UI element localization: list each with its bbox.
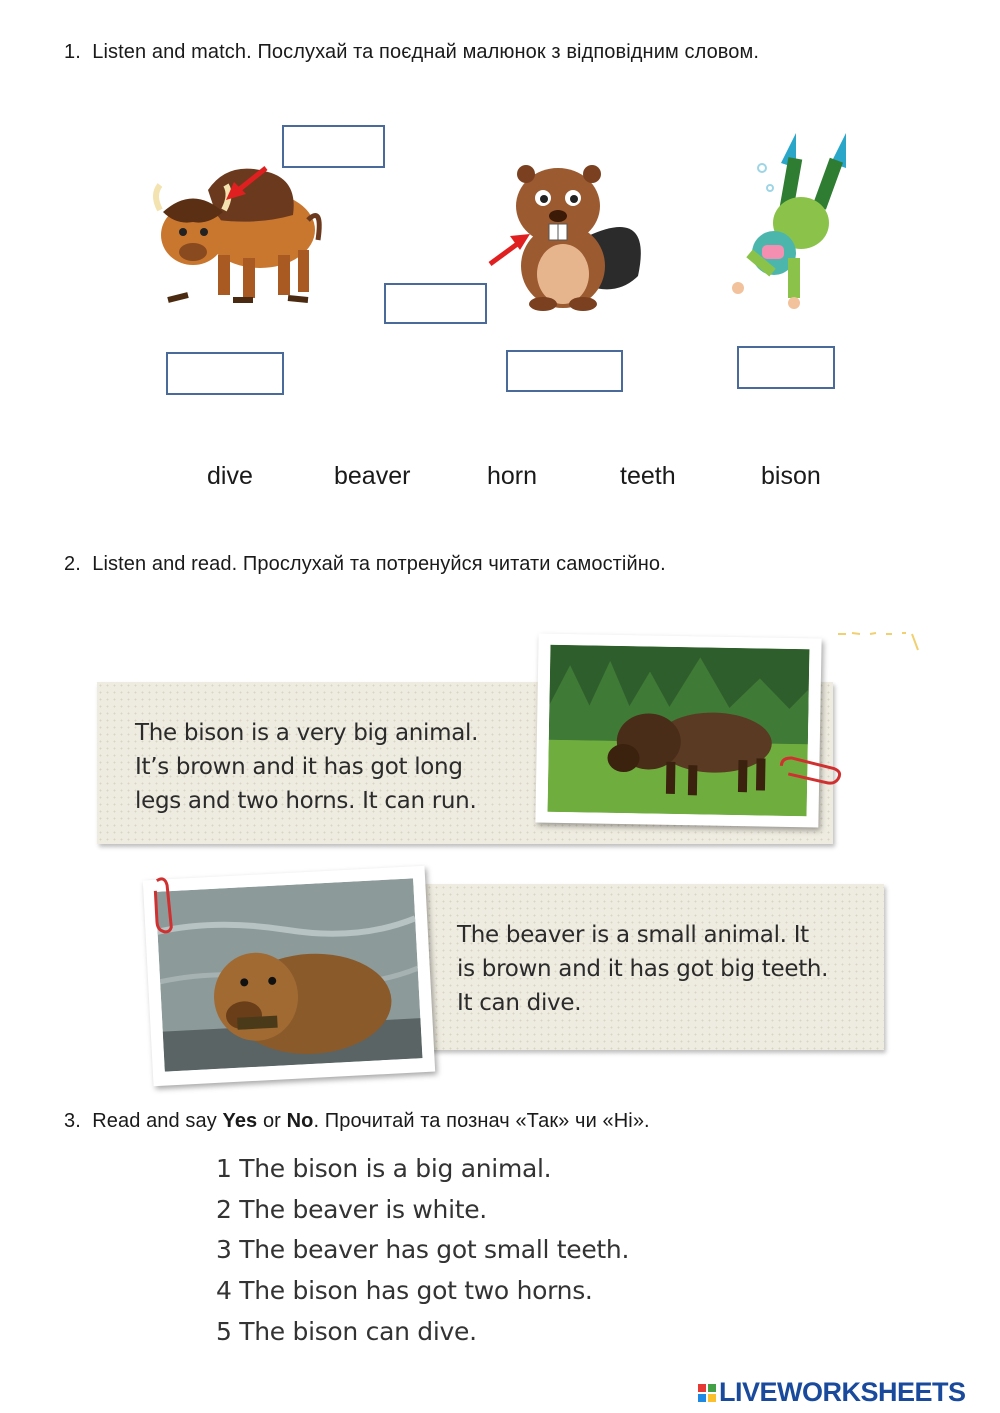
- paperclip-icon: [147, 875, 180, 936]
- bison-text: The bison is a very big animal. It’s brown and it has got long legs and two horns. It can run.: [135, 720, 479, 814]
- liveworksheets-logo[interactable]: LIVEWORKSHEETS: [698, 1377, 966, 1408]
- bison-photo-image: [548, 645, 810, 816]
- task1-heading: 1. Listen and match. Послухай та поєднай малюнок з відповідним словом.: [64, 41, 760, 63]
- statement-2: 2 The beaver is white.: [216, 1195, 487, 1224]
- word-bison: bison: [761, 462, 821, 490]
- task1-instruction: Listen and match. Послухай та поєднай малюнок з відповідним словом.: [92, 41, 760, 63]
- beaver-cartoon: [488, 156, 650, 316]
- beaver-photo-image: [155, 878, 422, 1071]
- task2-heading: 2. Listen and read. Прослухай та потренуйся читати самостійно.: [64, 553, 666, 575]
- word-horn: horn: [487, 462, 538, 490]
- answer-box-teeth-arrow[interactable]: [506, 350, 623, 392]
- yes-word: Yes: [222, 1110, 258, 1132]
- word-dive: dive: [207, 462, 253, 490]
- no-word: No: [286, 1110, 314, 1132]
- statement-3: 3 The beaver has got small teeth.: [216, 1235, 630, 1264]
- logo-icon: [698, 1384, 716, 1402]
- word-teeth: teeth: [620, 462, 676, 490]
- bison-photo: [535, 634, 821, 828]
- beaver-photo: [143, 866, 435, 1086]
- task2-instruction: Listen and read. Прослухай та потренуйся читати самостійно.: [92, 553, 666, 575]
- statement-5: 5 The bison can dive.: [216, 1317, 477, 1346]
- diver-cartoon: [726, 128, 866, 320]
- statement-4: 4 The bison has got two horns.: [216, 1276, 593, 1305]
- paperclip-icon: [776, 756, 847, 797]
- answer-box-horn-arrow[interactable]: [282, 125, 385, 168]
- statement-1: 1 The bison is a big animal.: [216, 1154, 552, 1183]
- answer-box-bison[interactable]: [166, 352, 284, 395]
- task3-heading: 3. Read and say Yes or No. Прочитай та познач «Так» чи «Ні».: [64, 1110, 650, 1132]
- answer-box-dive[interactable]: [737, 346, 835, 389]
- decorative-dashes: [836, 630, 920, 654]
- beaver-text: The beaver is a small animal. It is brown and it has got big teeth. It can dive.: [457, 922, 829, 1016]
- answer-box-beaver[interactable]: [384, 283, 487, 324]
- word-beaver: beaver: [334, 462, 411, 490]
- bison-cartoon: [148, 150, 328, 315]
